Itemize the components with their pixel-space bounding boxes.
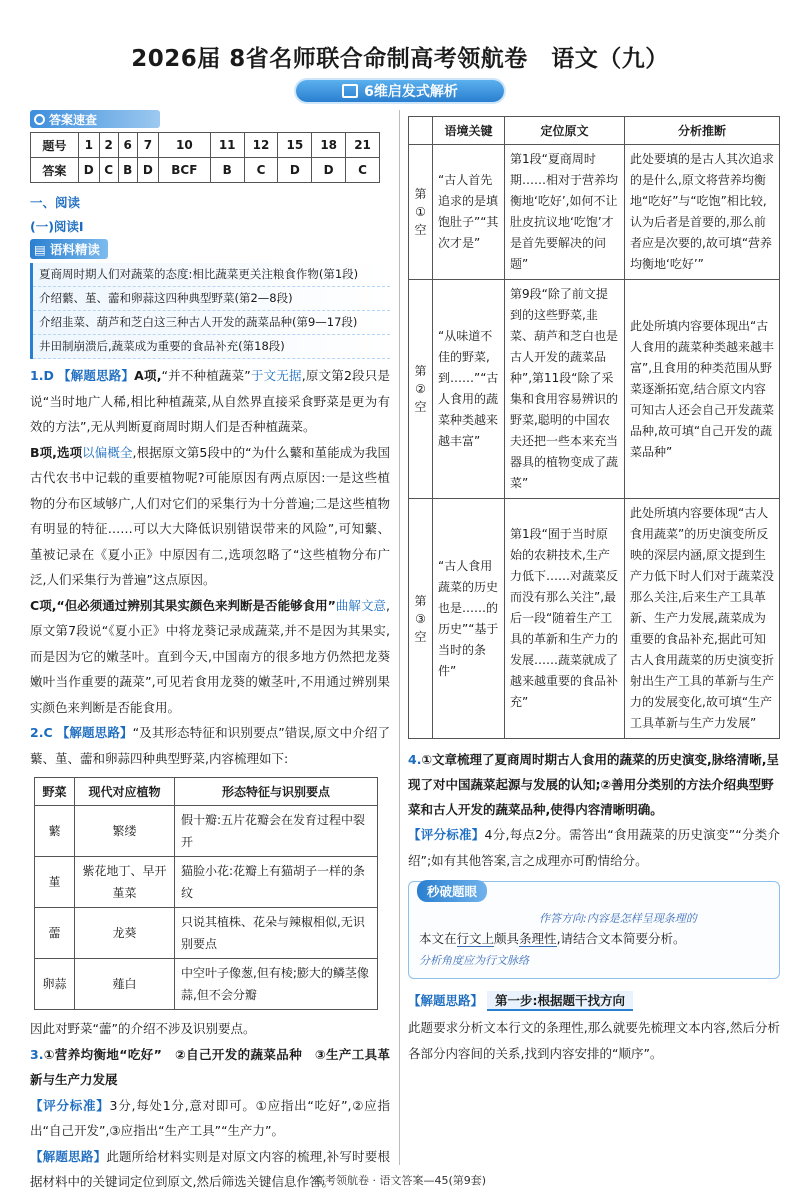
q3-standard: 【评分标准】3分,每处1分,意对即可。①应指出“吃好”,②应指出“自己开发”,③应指出“生产工具”“生产力”。 bbox=[30, 1097, 390, 1138]
passage-summary bbox=[30, 263, 390, 359]
q-cell: 15 bbox=[278, 133, 312, 158]
summary-item: 井田制崩溃后,蔬菜成为重要的食品补充(第18段) bbox=[33, 335, 390, 359]
q3-answer: 3.①营养均衡地“吃好” ②自己开发的蔬菜品种 ③生产工具革新与生产力发展 bbox=[30, 1046, 390, 1087]
context-analysis-table: 语境关键 定位原文 分析推断 第①空 “古人首先追求的是填饱肚子”“其次才是” 第1段“夏商周时期……相对于营养均衡地‘吃好’,如何不让肚皮抗议地‘吃饱’才是首先要解决的问题” 此处要填的是古人其次追求的是什么,原文将营养均衡地“吃好”与“吃饱”相比较,认为后者是首要的,那么前者应是次要的,故可填“营养均衡地‘吃好’” 第②空 “从味道不佳的野菜,到……”“古人食用的蔬菜种类越来越丰富” 第9段“除了前文提到的这些野菜,韭菜、葫芦和芝白也是古人开发的蔬菜品种”,第11段“除了采集和食用容易辨识的野菜,聪明的中国农夫还把一些本来充当器具的植物变成了蔬菜” 此处所填内容要体现出“古人食用的蔬菜种类越来越丰富”,且食用的种类范围从野菜逐渐拓宽,结合原文内容可知古人还会自己开发蔬菜品种,故可填“自己开发的蔬菜品种” 第③空 “古人食用蔬菜的历史也是……的历史”“基于当时的条件” 第1段“囿于当时原始的农耕技术,生产力低下……对蔬菜反而没有那么关注”,最后一段“随着生产工具的革新和生产力的发展……蔬菜就成了越来越重要的食品补充” 此处所填内容要体现“古人食用蔬菜”的历史演变所反映的深层内涵,原文提到生产力低下时人们对于蔬菜没那么关注,后来生产工具革新、生产力发展,蔬菜成为重要的食品补充,据此可知古人食用蔬菜的历史演变折射出生产工具的革新与生产力的发展变化,故可填“生产工具革新与生产力发展” bbox=[408, 116, 780, 739]
section-reading: 一、阅读 bbox=[30, 195, 81, 210]
q-cell: 7 bbox=[137, 133, 158, 158]
table-row: 蘩 繁缕 假十瓣:五片花瓣会在发育过程中裂开 bbox=[35, 806, 378, 857]
q1-explanation: 1.D 【解题思路】A项,“并不种植蔬菜”于文无据,原文第2段只是说“当时地广人稀,相比种植蔬菜,从自然界直接采食野菜是更为有效的方法”,无从判断夏商周时期人们是否种植蔬菜。 B项,选项以偏概全,根据原文第5段中的“为什么蘩和堇能成为我国古代农书中记载的重要植物呢?可能原因有两点原因:一是这些植物的分布区域够广,人们对它们的采集行为十分普遍;二是这些植物有明显的特征……可以大大降低识别错误带来的风险”,可知蘩、堇被记录在《夏小正》中原因有二,选项忽略了“这些植物分布广泛,人们采集行为普遍”这点原因。 C项,“但必须通过辨别其果实颜色来判断是否能够食用”曲解文意,原文第7段说“《夏小正》中将龙葵记录成蔬菜,并不是因为其果实,而是因为它的嫩茎叶。直到今天,中国南方的很多地方仍然把龙葵嫩叶当作重要的蔬菜”,可见若食用龙葵的嫩茎叶,不用通过辨别果实颜色来判断是否能食用。 bbox=[30, 368, 390, 715]
table-row: 第①空 “古人首先追求的是填饱肚子”“其次才是” 第1段“夏商周时期……相对于营养均衡地‘吃好’,如何不让肚皮抗议地‘吃饱’才是首先要解决的问题” 此处要填的是古人其次追求的是什么,原文将营养均衡地“吃好”与“吃饱”相比较,认为后者是首要的,那么前者应是次要的,故可填“营养均衡地‘吃好’” bbox=[409, 145, 780, 280]
q-cell: 18 bbox=[312, 133, 346, 158]
summary-item: 介绍蘩、堇、蘦和卵蒜这四种典型野菜(第2—8段) bbox=[33, 287, 390, 311]
page-footer: 高考领航卷 · 语文答案—45(第9套) bbox=[313, 1174, 487, 1187]
q2-explanation: 2.C 【解题思路】“及其形态特征和识别要点”错误,原文中介绍了蘩、堇、蘦和卵蒜四种典型野菜,内容梳理如下: bbox=[30, 725, 390, 766]
annotation-bottom: 分析角度应为行文脉络 bbox=[419, 954, 529, 967]
summary-item: 夏商周时期人们对蔬菜的态度:相比蔬菜更关注粮食作物(第1段) bbox=[33, 263, 390, 287]
answer-key-header bbox=[30, 110, 160, 128]
q3-explanation: 【解题思路】此题所给材料实则是对原文内容的梳理,补写时要根据材料中的关键词定位到原文,然后筛选关键信息作答。 bbox=[30, 1148, 390, 1189]
q-cell: 12 bbox=[244, 133, 278, 158]
q2-conclusion: 因此对野菜“蘦”的介绍不涉及识别要点。 bbox=[30, 1021, 256, 1036]
book-icon bbox=[342, 84, 358, 98]
q-cell: 11 bbox=[210, 133, 244, 158]
right-column bbox=[408, 110, 780, 1066]
table-row: 第③空 “古人食用蔬菜的历史也是……的历史”“基于当时的条件” 第1段“囿于当时原始的农耕技术,生产力低下……对蔬菜反而没有那么关注”,最后一段“随着生产工具的革新和生产力的发展……蔬菜就成了越来越重要的食品补充” 此处所填内容要体现“古人食用蔬菜”的历史演变所反映的深层内涵,原文提到生产力低下时人们对于蔬菜没那么关注,后来生产工具革新、生产力发展,蔬菜成为重要的食品补充,据此可知古人食用蔬菜的历史演变折射出生产工具的革新与生产力的发展变化,故可填“生产工具革新与生产力发展” bbox=[409, 499, 780, 739]
table-row: 蘦 龙葵 只说其植株、花朵与辣椒相似,无识别要点 bbox=[35, 908, 378, 959]
table-row: 堇 紫花地丁、早开堇菜 猫脸小花:花瓣上有猫胡子一样的条纹 bbox=[35, 857, 378, 908]
a-cell: B bbox=[118, 158, 137, 183]
intensive-reading-label: ▤ 语料精读 bbox=[30, 239, 108, 259]
q-row-label: 题号 bbox=[31, 133, 79, 158]
table-row: 卵蒜 薤白 中空叶子像葱,但有棱;膨大的鳞茎像蒜,但不会分瓣 bbox=[35, 959, 378, 1010]
a-cell: C bbox=[99, 158, 118, 183]
q-cell: 21 bbox=[346, 133, 380, 158]
q-cell: 1 bbox=[78, 133, 99, 158]
q-cell: 6 bbox=[118, 133, 137, 158]
column-divider bbox=[399, 110, 400, 1165]
wild-vegetable-table: 野菜 现代对应植物 形态特征与识别要点 蘩 繁缕 假十瓣:五片花瓣会在发育过程中裂开 堇 紫花地丁、早开堇菜 猫脸小花:花瓣上有猫胡子一样的条纹 蘦 龙葵 只说其植株、花朵与辣椒相似,无识别要点 卵蒜 薤白 中空叶子像葱,但有棱;膨大的鳞茎像蒜,但不会分瓣 bbox=[34, 777, 378, 1010]
step-1-label: 第一步:根据题干找方向 bbox=[487, 991, 633, 1011]
question-stem: 本文在行文上颇具条理性,请结合文本简要分析。 bbox=[419, 931, 686, 946]
notebook-icon: ▤ bbox=[34, 241, 46, 257]
a-cell: B bbox=[210, 158, 244, 183]
a-cell: C bbox=[244, 158, 278, 183]
a-cell: D bbox=[278, 158, 312, 183]
q-cell: 2 bbox=[99, 133, 118, 158]
q-cell: 10 bbox=[158, 133, 210, 158]
summary-item: 介绍韭菜、葫芦和芝白这三种古人开发的蔬菜品种(第9—17段) bbox=[33, 311, 390, 335]
q4-answer: 4.①文章梳理了夏商周时期古人食用的蔬菜的历史演变,脉络清晰,呈现了对中国蔬菜起源与发展的认知;②善用分类别的方法介绍典型野菜和古人开发的蔬菜品种,使得内容清晰明确。 bbox=[408, 752, 780, 817]
step-1-text: 此题要求分析文本行文的条理性,那么就要先梳理文本内容,然后分析各部分内容间的关系,找到内容安排的“顺序”。 bbox=[408, 1020, 780, 1061]
banner-label: 6维启发式解析 bbox=[364, 84, 458, 100]
a-cell: C bbox=[346, 158, 380, 183]
step-row: 【解题思路】 第一步:根据题干找方向 bbox=[408, 991, 780, 1011]
a-cell: D bbox=[137, 158, 158, 183]
a-cell: D bbox=[78, 158, 99, 183]
q4-standard: 【评分标准】4分,每点2分。需答出“食用蔬菜的历史演变”“分类介绍”;如有其他答案,言之成理亦可酌情给分。 bbox=[408, 827, 780, 868]
answer-key-label: 答案速查 bbox=[49, 112, 98, 127]
left-column bbox=[30, 110, 390, 1195]
answer-key-table bbox=[30, 132, 380, 183]
a-row-label: 答案 bbox=[31, 158, 79, 183]
table-row: 第②空 “从味道不佳的野菜,到……”“古人食用的蔬菜种类越来越丰富” 第9段“除了前文提到的这些野菜,韭菜、葫芦和芝白也是古人开发的蔬菜品种”,第11段“除了采集和食用容易辨识的野菜,聪明的中国农夫还把一些本来充当器具的植物变成了蔬菜” 此处所填内容要体现出“古人食用的蔬菜种类越来越丰富”,且食用的种类范围从野菜逐渐拓宽,结合原文内容可知古人还会自己开发蔬菜品种,故可填“自己开发的蔬菜品种” bbox=[409, 280, 780, 499]
annotation-top: 作答方向:内容是怎样呈现条理的 bbox=[539, 912, 697, 925]
a-cell: D bbox=[312, 158, 346, 183]
a-cell: BCF bbox=[158, 158, 210, 183]
section-reading-1: (一)阅读Ⅰ bbox=[30, 219, 84, 234]
section-banner bbox=[296, 80, 504, 102]
magnifier-icon bbox=[34, 114, 45, 125]
insight-label: 秒破题眼 bbox=[417, 880, 487, 902]
key-insight-box bbox=[408, 881, 780, 979]
page-title: 2026届 8省名师联合命制高考领航卷 语文（九） bbox=[131, 46, 669, 72]
